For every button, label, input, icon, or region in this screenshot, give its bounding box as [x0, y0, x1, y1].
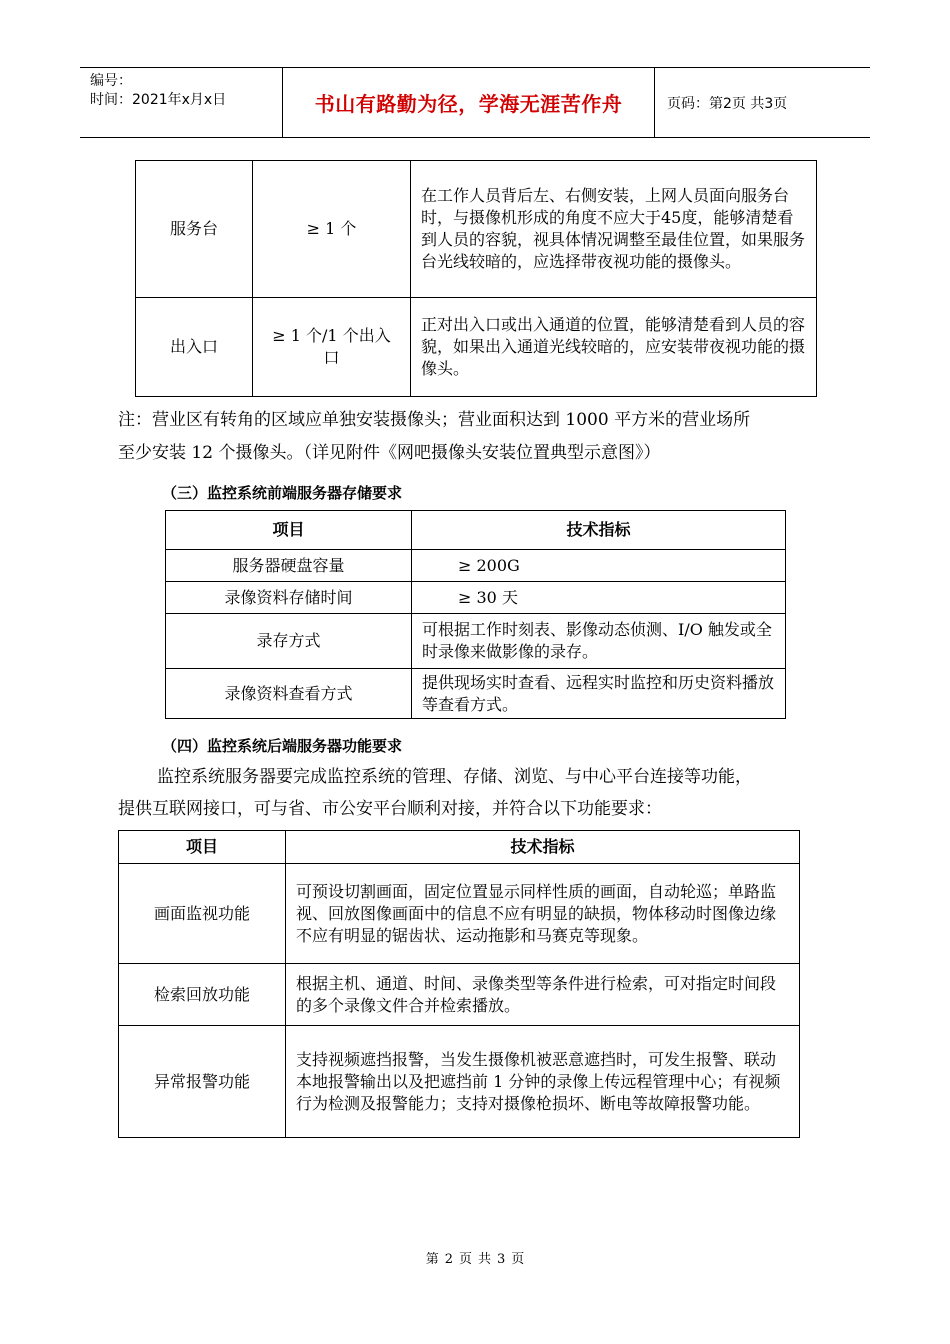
section-4-title: （四）监控系统后端服务器功能要求 [162, 737, 403, 755]
note-line-1: 注：营业区有转角的区域应单独安装摄像头；营业面积达到 1000 平方米的营业场所 [118, 410, 751, 430]
function-table [118, 830, 800, 1138]
spec-cell: ≥ 200G [412, 550, 786, 582]
table-row [136, 298, 817, 397]
table-row [166, 614, 786, 669]
table-row [136, 161, 817, 298]
note-line-2: 至少安装 12 个摄像头。（详见附件《网吧摄像头安装位置典型示意图》） [118, 443, 661, 463]
table-header-row [166, 511, 786, 550]
item-cell: 服务器硬盘容量 [166, 550, 412, 582]
header-motto: 书山有路勤为径，学海无涯苦作舟 [283, 68, 655, 137]
spec-cell: ≥ 30 天 [412, 582, 786, 614]
count-cell: ≥ 1 个 [253, 161, 411, 298]
footer-total-pages: 3 [497, 1252, 506, 1267]
storage-table [165, 510, 786, 719]
location-cell: 服务台 [136, 161, 253, 298]
number-label: 编号： [90, 73, 132, 89]
requirement-cell: 正对出入口或出入通道的位置，能够清楚看到人员的容貌，如果出入通道光线较暗的，应安装带夜视功能的摄像头。 [411, 298, 817, 397]
table-row [166, 550, 786, 582]
column-header: 技术指标 [412, 511, 786, 550]
header-page-code: 页码：第2页 共3页 [667, 95, 788, 112]
column-header: 项目 [119, 831, 286, 864]
time-label: 时间：2021年x月x日 [90, 92, 227, 108]
requirement-cell: 在工作人员背后左、右侧安装，上网人员面向服务台时，与摄像机形成的角度不应大于45度，能够清楚看到人员的容貌，视具体情况调整至最佳位置，如果服务台光线较暗的，应选择带夜视功能的摄像头。 [411, 161, 817, 298]
spec-cell: 提供现场实时查看、远程实时监控和历史资料播放等查看方式。 [412, 669, 786, 719]
item-cell: 录像资料查看方式 [166, 669, 412, 719]
section-4-intro-line-1: 监控系统服务器要完成监控系统的管理、存储、浏览、与中心平台连接等功能， [157, 767, 752, 787]
table-row [119, 864, 800, 964]
table-row [166, 669, 786, 719]
footer-label: 页 [511, 1252, 525, 1267]
footer-label: 共 [478, 1252, 492, 1267]
count-cell: ≥ 1 个/1 个出入口 [253, 298, 411, 397]
item-cell: 异常报警功能 [119, 1026, 286, 1138]
header-meta [80, 68, 283, 137]
page-header [80, 67, 870, 138]
table-header-row [119, 831, 800, 864]
spec-cell: 可预设切割画面，固定位置显示同样性质的画面，自动轮巡；单路监视、回放图像画面中的信息不应有明显的缺损，物体移动时图像边缘不应有明显的锯齿状、运动拖影和马赛克等现象。 [286, 864, 800, 964]
footer-label: 页 [458, 1252, 472, 1267]
footer-page-number: 2 [444, 1252, 453, 1267]
item-cell: 录存方式 [166, 614, 412, 669]
spec-cell: 支持视频遮挡报警，当发生摄像机被恶意遮挡时，可发生报警、联动本地报警输出以及把遮挡前 1 分钟的录像上传远程管理中心；有视频行为检测及报警能力；支持对摄像枪损坏、断电等故障报警功能。 [286, 1026, 800, 1138]
footer-label: 第 [425, 1252, 439, 1267]
spec-cell: 可根据工作时刻表、影像动态侦测、I/O 触发或全时录像来做影像的录存。 [412, 614, 786, 669]
column-header: 技术指标 [286, 831, 800, 864]
section-4-intro-line-2: 提供互联网接口，可与省、市公安平台顺利对接，并符合以下功能要求： [118, 799, 662, 819]
spec-cell: 根据主机、通道、时间、录像类型等条件进行检索，可对指定时间段的多个录像文件合并检索播放。 [286, 964, 800, 1026]
camera-table [135, 160, 817, 397]
item-cell: 检索回放功能 [119, 964, 286, 1026]
page-footer [0, 1248, 950, 1267]
location-cell: 出入口 [136, 298, 253, 397]
table-row [119, 964, 800, 1026]
table-row [119, 1026, 800, 1138]
item-cell: 画面监视功能 [119, 864, 286, 964]
section-3-title: （三）监控系统前端服务器存储要求 [162, 484, 403, 502]
table-row [166, 582, 786, 614]
column-header: 项目 [166, 511, 412, 550]
item-cell: 录像资料存储时间 [166, 582, 412, 614]
